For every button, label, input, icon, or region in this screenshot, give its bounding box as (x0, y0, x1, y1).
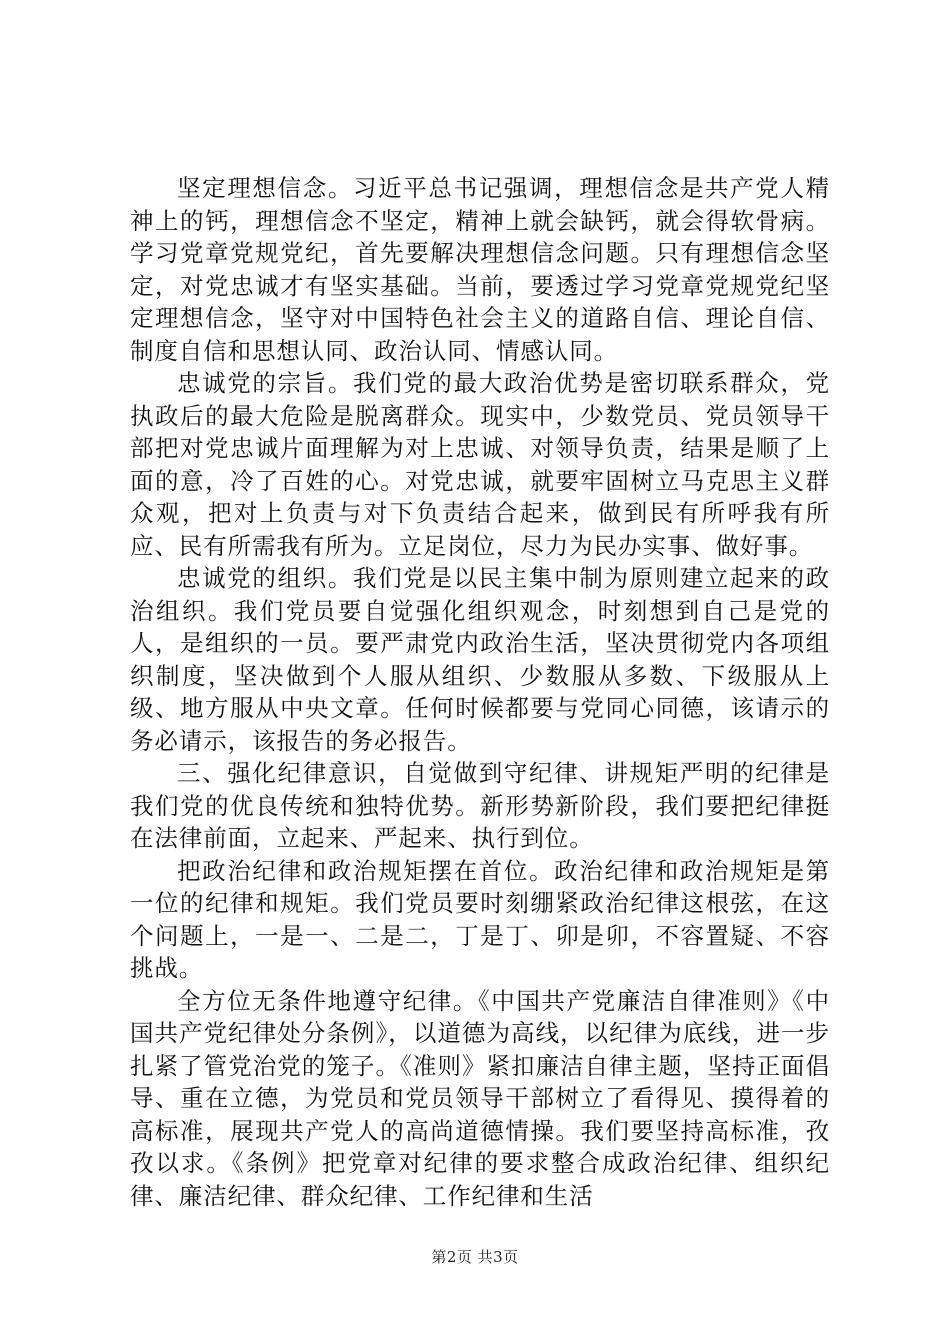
paragraph-comprehensive-discipline: 全方位无条件地遵守纪律。《中国共产党廉洁自律准则》《中国共产党纪律处分条例》，以道德为高线，以纪律为底线，进一步扎紧了管党治党的笼子。《准则》紧扣廉洁自律主题，坚持正面倡导、重在立德，为党员和党员领导干部树立了看得见、摸得着的高标准，展现共产党人的高尚道德情操。我们要坚持高标准，孜孜以求。《条例》把党章对纪律的要求整合成政治纪律、组织纪律、廉洁纪律、群众纪律、工作纪律和生活 (130, 986, 830, 1210)
paragraph-discipline-awareness: 三、强化纪律意识，自觉做到守纪律、讲规矩严明的纪律是我们党的优良传统和独特优势。新形势新阶段，我们要把纪律挺在法律前面，立起来、严起来、执行到位。 (130, 759, 830, 852)
paragraph-party-purpose: 忠诚党的宗旨。我们党的最大政治优势是密切联系群众，党执政后的最大危险是脱离群众。现实中，少数党员、党员领导干部把对党忠诚片面理解为对上忠诚、对领导负责，结果是顺了上面的意，冷了百姓的心。对党忠诚，就要牢固树立马克思主义群众观，把对上负责与对下负责结合起来，做到民有所呼我有所应、民有所需我有所为。立足岗位，尽力为民办实事、做好事。 (130, 369, 830, 560)
document-body (130, 172, 830, 1212)
paragraph-party-organization: 忠诚党的组织。我们党是以民主集中制为原则建立起来的政治组织。我们党员要自觉强化组织观念，时刻想到自己是党的人，是组织的一员。要严肃党内政治生活，坚决贯彻党内各项组织制度，坚决做到个人服从组织、少数服从多数、下级服从上级、地方服从中央文章。任何时候都要与党同心同德，该请示的务必请示，该报告的务必报告。 (130, 564, 830, 755)
paragraph-ideals: 坚定理想信念。习近平总书记强调，理想信念是共产党人精神上的钙，理想信念不坚定，精神上就会缺钙，就会得软骨病。学习党章党规党纪，首先要解决理想信念问题。只有理想信念坚定，对党忠诚才有坚实基础。当前，要透过学习党章党规党纪坚定理想信念，坚守对中国特色社会主义的道路自信、理论自信、制度自信和思想认同、政治认同、情感认同。 (130, 174, 830, 365)
page-number-footer: 第2页 共3页 (431, 1248, 519, 1266)
paragraph-political-discipline: 把政治纪律和政治规矩摆在首位。政治纪律和政治规矩是第一位的纪律和规矩。我们党员要时刻绷紧政治纪律这根弦，在这个问题上，一是一、二是二，丁是丁、卯是卯，不容置疑、不容挑战。 (130, 856, 830, 982)
